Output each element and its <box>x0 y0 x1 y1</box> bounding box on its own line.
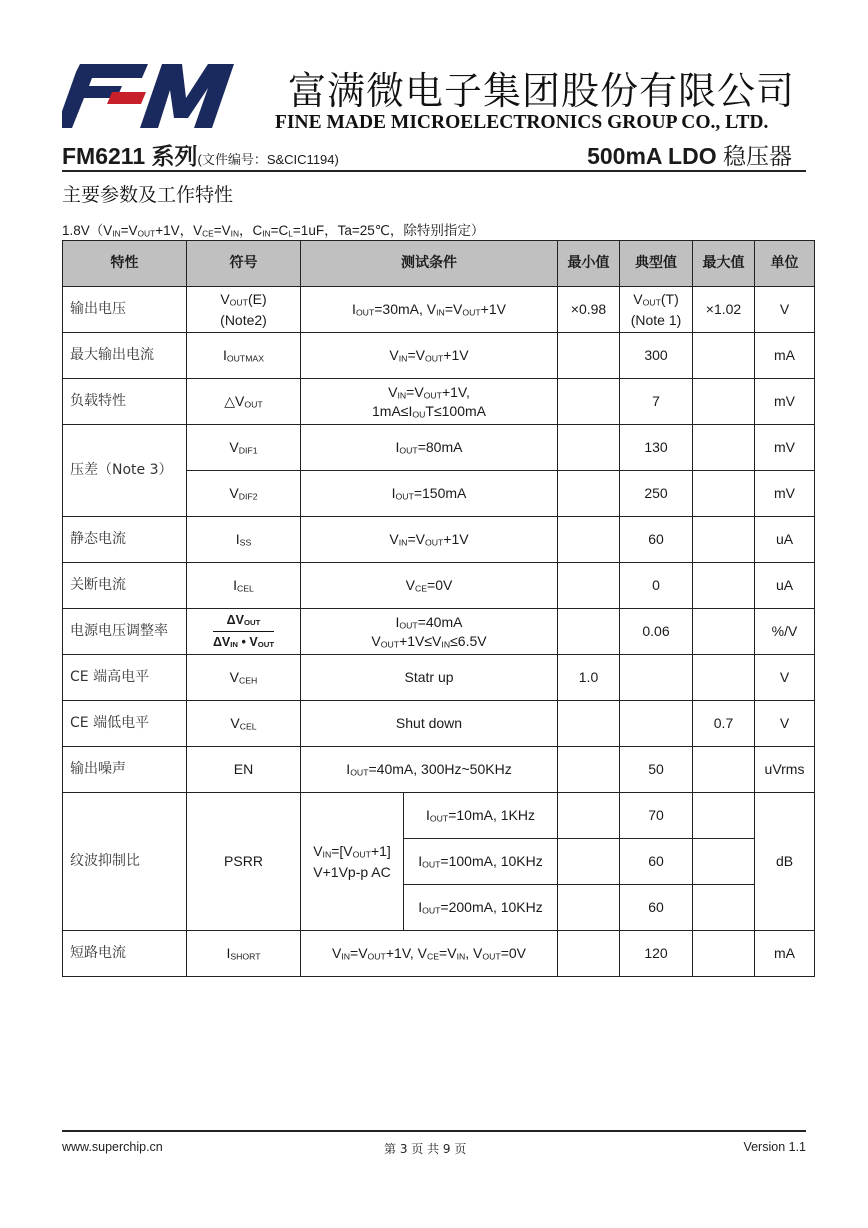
param-max <box>693 747 755 793</box>
company-name-cn: 富满微电子集团股份有限公司 <box>288 69 796 113</box>
param-min <box>558 839 620 885</box>
param-typ: 120 <box>620 931 693 977</box>
param-typ: 130 <box>620 425 693 471</box>
param-min <box>558 885 620 931</box>
param-condition: $I_{OUT}=150mA$ <box>301 471 558 517</box>
col-header-condition: 测试条件 <box>301 241 558 287</box>
param-unit: mV <box>755 425 815 471</box>
param-typ <box>620 701 693 747</box>
param-unit: mV <box>755 379 815 425</box>
model-name: FM6211 系列 <box>62 143 198 169</box>
table-row <box>63 287 815 333</box>
param-symbol: $I_{CEL}$ <box>187 563 301 609</box>
param-max <box>693 333 755 379</box>
col-header-unit: 单位 <box>755 241 815 287</box>
param-name: 纹波抑制比 <box>63 793 187 931</box>
param-name: 最大输出电流 <box>63 333 187 379</box>
param-max <box>693 471 755 517</box>
param-subcondition: $I_{OUT}=100mA$, 10KHz <box>404 839 558 885</box>
col-header-max: 最大值 <box>693 241 755 287</box>
param-max <box>693 885 755 931</box>
line-regulation-fraction: $\frac{\Delta V_{OUT}}{\Delta V_{IN} • V_{OUT}}$ <box>212 613 275 650</box>
param-unit: mA <box>755 931 815 977</box>
table-row <box>63 655 815 701</box>
param-symbol: $V_{DIF1}$ <box>187 425 301 471</box>
footer-page-number: 第 3 页 共 9 页 <box>384 1142 467 1156</box>
param-subcondition: $I_{OUT}=200mA$, 10KHz <box>404 885 558 931</box>
param-max <box>693 379 755 425</box>
param-max <box>693 609 755 655</box>
param-typ: 0 <box>620 563 693 609</box>
param-name: 输出噪声 <box>63 747 187 793</box>
param-symbol: $V_{CEH}$ <box>187 655 301 701</box>
param-symbol: $I_{OUTMAX}$ <box>187 333 301 379</box>
param-unit: mV <box>755 471 815 517</box>
param-min <box>558 931 620 977</box>
param-max: 0.7 <box>693 701 755 747</box>
model-title <box>62 138 339 171</box>
product-title <box>587 138 792 171</box>
param-symbol: $\triangle V_{OUT}$ <box>187 379 301 425</box>
param-min <box>558 517 620 563</box>
param-min <box>558 425 620 471</box>
param-min <box>558 609 620 655</box>
param-symbol: $I_{SS}$ <box>187 517 301 563</box>
param-max <box>693 517 755 563</box>
table-row <box>63 563 815 609</box>
param-typ: 60 <box>620 839 693 885</box>
table-row <box>63 609 815 655</box>
param-symbol <box>187 609 301 655</box>
footer-divider <box>62 1130 806 1132</box>
param-condition: Shut down <box>301 701 558 747</box>
param-unit: uVrms <box>755 747 815 793</box>
param-unit: uA <box>755 563 815 609</box>
param-condition: $I_{OUT}=30mA$, $V_{IN}=V_{OUT}+1V$ <box>301 287 558 333</box>
product-name-cn: 稳压器 <box>723 144 792 170</box>
param-max: ×1.02 <box>693 287 755 333</box>
param-unit: uA <box>755 517 815 563</box>
param-condition: $V_{IN}=[V_{OUT}+1]$ V+1Vp-p AC <box>301 793 404 931</box>
param-unit: dB <box>755 793 815 931</box>
table-row <box>63 931 815 977</box>
param-unit: mA <box>755 333 815 379</box>
param-max <box>693 793 755 839</box>
table-row <box>63 701 815 747</box>
table-row <box>63 425 815 471</box>
param-min <box>558 701 620 747</box>
param-max <box>693 655 755 701</box>
doc-number: (文件编号：S&CIC1194) <box>197 152 339 167</box>
param-unit: V <box>755 701 815 747</box>
param-name: 负载特性 <box>63 379 187 425</box>
col-header-min: 最小值 <box>558 241 620 287</box>
param-unit: V <box>755 287 815 333</box>
table-row <box>63 517 815 563</box>
param-name: 短路电流 <box>63 931 187 977</box>
param-typ: 50 <box>620 747 693 793</box>
section-title: 主要参数及工作特性 <box>62 184 234 206</box>
param-min <box>558 471 620 517</box>
col-header-symbol: 符号 <box>187 241 301 287</box>
param-min: 1.0 <box>558 655 620 701</box>
param-name: 压差（Note 3） <box>63 425 187 517</box>
param-symbol: $V_{CEL}$ <box>187 701 301 747</box>
footer-version: Version 1.1 <box>743 1140 806 1154</box>
table-header-row <box>63 241 815 287</box>
param-condition: $V_{IN}=V_{OUT}+1V$, $1mA\le I_{OU}T\le 100mA$ <box>301 379 558 425</box>
param-condition: $V_{IN}=V_{OUT}+1V$, $V_{CE}=V_{IN}$, $V_{OUT}=0V$ <box>301 931 558 977</box>
table-row <box>63 747 815 793</box>
param-min <box>558 379 620 425</box>
param-max <box>693 839 755 885</box>
param-name: CE 端低电平 <box>63 701 187 747</box>
param-symbol: $I_{SHORT}$ <box>187 931 301 977</box>
param-max <box>693 425 755 471</box>
spec-table <box>62 240 815 977</box>
param-name: 关断电流 <box>63 563 187 609</box>
param-symbol: $V_{OUT}(E)$ (Note2) <box>187 287 301 333</box>
param-condition: Statr up <box>301 655 558 701</box>
param-name: 输出电压 <box>63 287 187 333</box>
table-row <box>63 333 815 379</box>
param-symbol: EN <box>187 747 301 793</box>
col-header-typ: 典型值 <box>620 241 693 287</box>
param-max <box>693 931 755 977</box>
param-min <box>558 793 620 839</box>
param-typ: $V_{OUT}(T)$ (Note 1) <box>620 287 693 333</box>
param-symbol: PSRR <box>187 793 301 931</box>
param-name: 电源电压调整率 <box>63 609 187 655</box>
param-symbol: $V_{DIF2}$ <box>187 471 301 517</box>
param-condition: $V_{IN}=V_{OUT}+1V$ <box>301 333 558 379</box>
company-name-en: FINE MADE MICROELECTRONICS GROUP CO., LTD. <box>275 112 769 133</box>
fm-logo <box>62 64 234 128</box>
param-condition: $V_{IN}=V_{OUT}+1V$ <box>301 517 558 563</box>
param-typ: 300 <box>620 333 693 379</box>
param-min <box>558 333 620 379</box>
param-condition: $I_{OUT}=40mA$, 300Hz~50KHz <box>301 747 558 793</box>
param-unit: %/V <box>755 609 815 655</box>
header-divider <box>62 170 806 172</box>
param-condition: $I_{OUT}=80mA$ <box>301 425 558 471</box>
param-max <box>693 563 755 609</box>
test-conditions: $1.8V(V_{IN}=V_{OUT}+1V$，$V_{CE}=V_{IN}$，$C_{IN}=C_L=1uF$，Ta=25℃，除特别指定） <box>62 223 485 239</box>
param-min: ×0.98 <box>558 287 620 333</box>
param-typ: 70 <box>620 793 693 839</box>
footer-website[interactable]: www.superchip.cn <box>62 1140 163 1154</box>
param-subcondition: $I_{OUT}=10mA$, 1KHz <box>404 793 558 839</box>
table-row <box>63 379 815 425</box>
table-row <box>63 793 815 839</box>
param-min <box>558 747 620 793</box>
param-typ: 7 <box>620 379 693 425</box>
param-typ: 60 <box>620 517 693 563</box>
param-min <box>558 563 620 609</box>
param-name: CE 端高电平 <box>63 655 187 701</box>
product-name-en: 500mA LDO <box>587 143 723 169</box>
param-name: 静态电流 <box>63 517 187 563</box>
param-condition: $V_{CE}=0V$ <box>301 563 558 609</box>
param-unit: V <box>755 655 815 701</box>
param-typ: 250 <box>620 471 693 517</box>
param-condition: $I_{OUT}=40mA$ $V_{OUT}+1V\le V_{IN}\le 6.5V$ <box>301 609 558 655</box>
param-typ <box>620 655 693 701</box>
col-header-characteristic: 特性 <box>63 241 187 287</box>
param-typ: 0.06 <box>620 609 693 655</box>
param-typ: 60 <box>620 885 693 931</box>
